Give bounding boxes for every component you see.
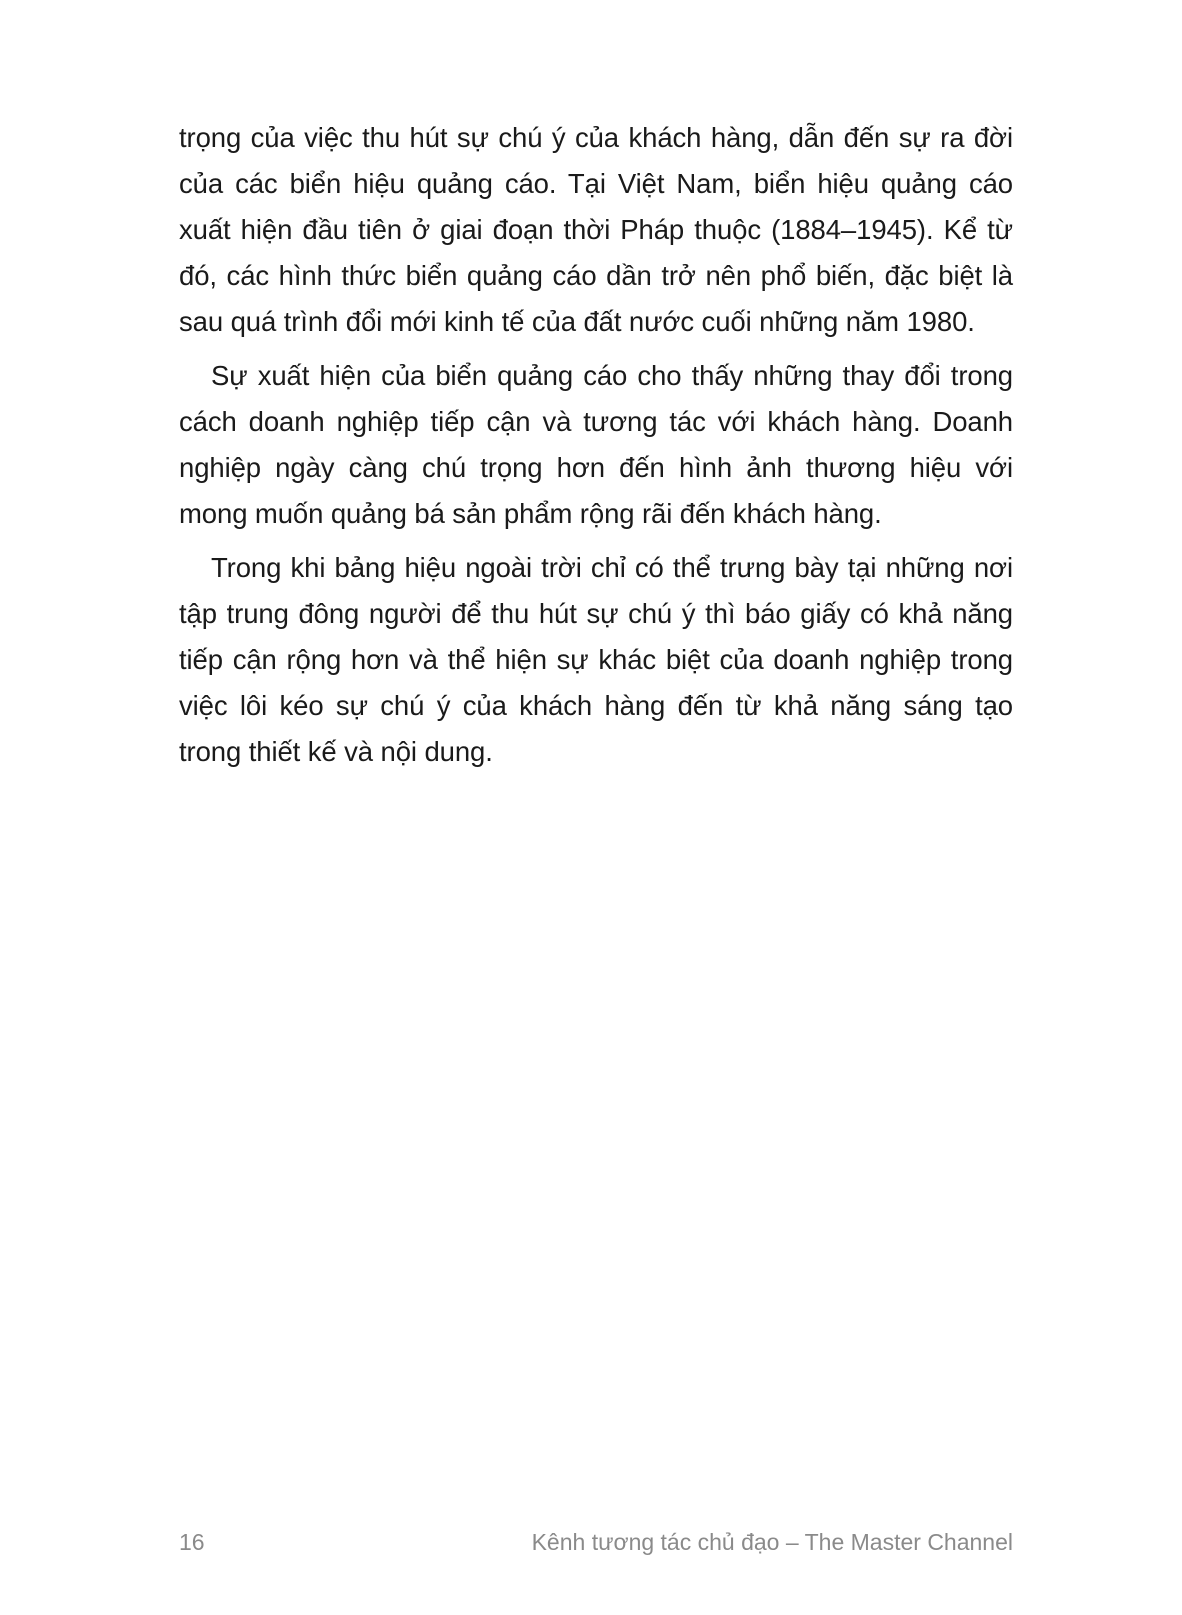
page-number: 16: [179, 1529, 205, 1555]
paragraph-business-change: Sự xuất hiện của biển quảng cáo cho thấy những thay đổi trong cách doanh nghiệp tiếp cận và tương tác với khách hàng. Doanh nghiệp ngày càng chú trọng hơn đến hình ảnh thương hiệu với mong muốn quảng bá sản phẩm rộng rãi đến khách hàng.: [179, 360, 1013, 529]
page-footer: [179, 1522, 1013, 1562]
paragraph-newspaper-reach: Trong khi bảng hiệu ngoài trời chỉ có thể trưng bày tại những nơi tập trung đông người để thu hút sự chú ý thì báo giấy có khả năng tiếp cận rộng hơn và thể hiện sự khác biệt của doanh nghiệp trong việc lôi kéo sự chú ý của khách hàng đến từ khả năng sáng tạo trong thiết kế và nội dung.: [179, 552, 1013, 767]
running-title: Kênh tương tác chủ đạo – The Master Channel: [531, 1529, 1013, 1555]
paragraph-continuation: trọng của việc thu hút sự chú ý của khách hàng, dẫn đến sự ra đời của các biển hiệu quảng cáo. Tại Việt Nam, biển hiệu quảng cáo xuất hiện đầu tiên ở giai đoạn thời Pháp thuộc (1884–1945). Kể từ đó, các hình thức biển quảng cáo dần trở nên phổ biến, đặc biệt là sau quá trình đổi mới kinh tế của đất nước cuối những năm 1980.: [179, 122, 1013, 337]
page-body: [179, 115, 1013, 783]
